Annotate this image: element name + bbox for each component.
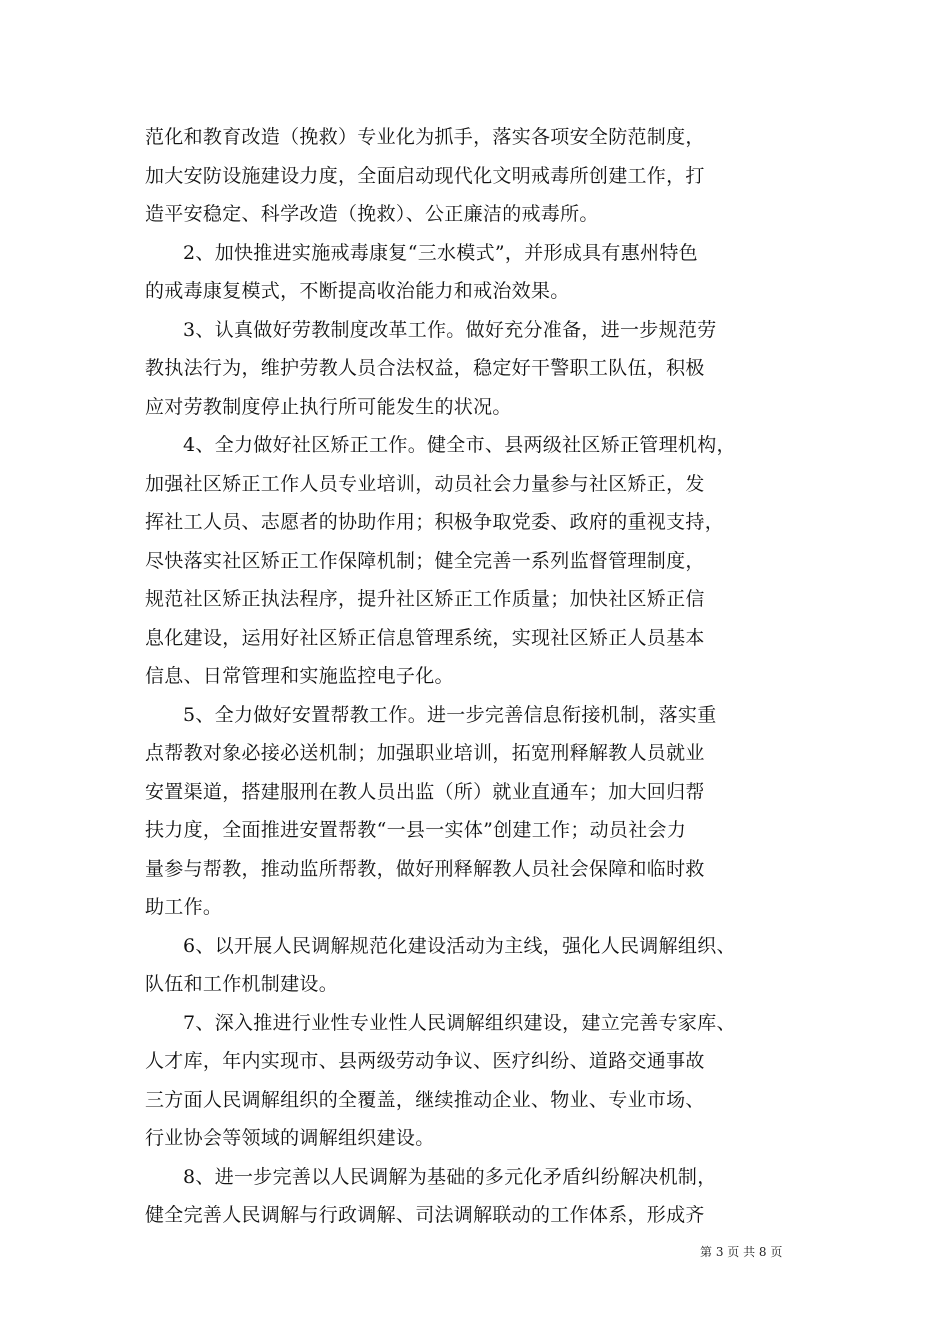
text-line: 量参与帮教，推动监所帮教，做好刑释解教人员社会保障和临时救 (145, 857, 705, 880)
text-line: 点帮教对象必接必送机制；加强职业培训，拓宽刑释解教人员就业 (145, 742, 705, 764)
text-line: 教执法行为，维护劳教人员合法权益，稳定好干警职工队伍，积极 (145, 357, 705, 379)
text-line: 安置渠道，搭建服刑在教人员出监（所）就业直通车；加大回归帮 (145, 780, 705, 803)
text-line: 信息、日常管理和实施监控电子化。 (145, 665, 454, 687)
text-line: 息化建设，运用好社区矫正信息管理系统，实现社区矫正人员基本 (145, 626, 705, 649)
paragraph-start-line: 2、加快推进实施戒毒康复“三水模式”，并形成具有惠州特色 (183, 241, 698, 264)
text-line: 加大安防设施建设力度，全面启动现代化文明戒毒所创建工作，打 (145, 164, 705, 187)
text-line: 加强社区矫正工作人员专业培训，动员社会力量参与社区矫正，发 (145, 472, 705, 495)
text-line: 行业协会等领域的调解组织建设。 (145, 1127, 435, 1149)
paragraph-start-line: 3、认真做好劳教制度改革工作。做好充分准备，进一步规范劳 (183, 318, 717, 341)
text-line: 范化和教育改造（挽救）专业化为抓手，落实各项安全防范制度， (145, 126, 705, 148)
text-line: 扶力度，全面推进安置帮教“一县一实体”创建工作；动员社会力 (145, 819, 687, 841)
text-line: 挥社工人员、志愿者的协助作用；积极争取党委、政府的重视支持， (145, 511, 725, 533)
text-line: 应对劳教制度停止执行所可能发生的状况。 (145, 395, 512, 418)
text-line: 队伍和工作机制建设。 (145, 973, 339, 995)
text-line: 助工作。 (145, 896, 223, 918)
paragraph-start-line: 4、全力做好社区矫正工作。健全市、县两级社区矫正管理机构， (183, 434, 736, 456)
paragraph-start-line: 8、进一步完善以人民调解为基础的多元化矛盾纠纷解决机制， (183, 1165, 717, 1188)
text-line: 人才库，年内实现市、县两级劳动争议、医疗纠纷、道路交通事故 (145, 1050, 705, 1072)
text-line: 规范社区矫正执法程序，提升社区矫正工作质量；加快社区矫正信 (145, 588, 705, 610)
text-line: 健全完善人民调解与行政调解、司法调解联动的工作体系，形成齐 (145, 1204, 705, 1226)
page-number-footer: 第 3 页 共 8 页 (700, 1245, 783, 1259)
paragraph-start-line: 6、以开展人民调解规范化建设活动为主线，强化人民调解组织、 (183, 934, 736, 957)
text-line: 三方面人民调解组织的全覆盖，继续推动企业、物业、专业市场、 (145, 1088, 705, 1111)
document-body (145, 118, 810, 1235)
text-line: 尽快落实社区矫正工作保障机制；健全完善一系列监督管理制度， (145, 549, 705, 572)
text-line: 造平安稳定、科学改造（挽救）、公正廉洁的戒毒所。 (145, 203, 599, 225)
text-line: 的戒毒康复模式，不断提高收治能力和戒治效果。 (145, 280, 570, 302)
paragraph-start-line: 5、全力做好安置帮教工作。进一步完善信息衔接机制，落实重 (183, 703, 717, 726)
paragraph-start-line: 7、深入推进行业性专业性人民调解组织建设，建立完善专家库、 (183, 1011, 736, 1034)
